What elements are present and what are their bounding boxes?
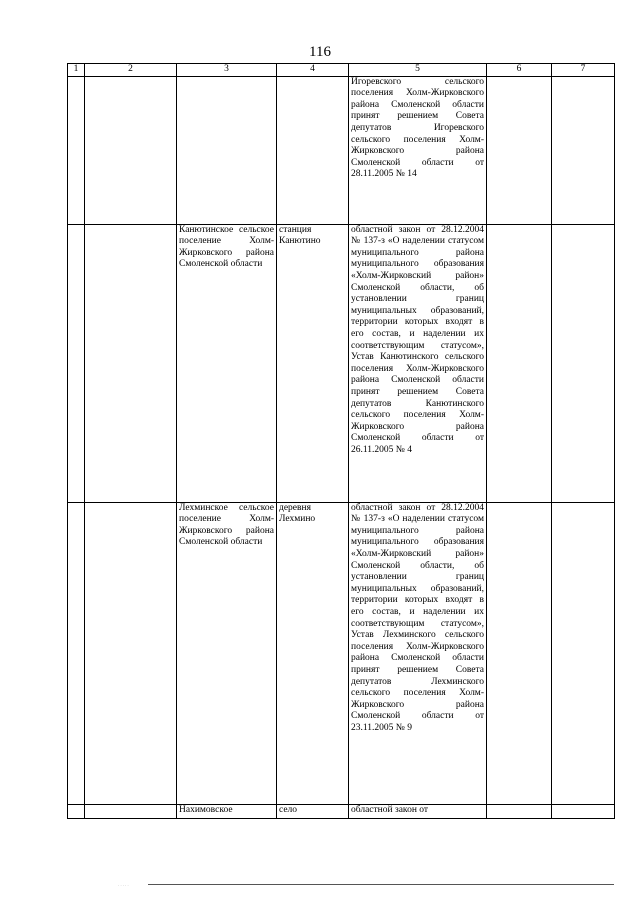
cell-settlement — [177, 76, 277, 224]
cell-legal-basis: Игоревского сельского поселения Холм-Жирковского района Смоленской области принят решением Совета депутатов Игоревского сельского поселения Холм-Жирковского района Смоленской области от 28.11.2005 № 14 — [349, 76, 487, 224]
table-row — [68, 502, 615, 804]
cell-number — [68, 804, 85, 818]
cell-col2 — [85, 76, 177, 224]
cell-number — [68, 76, 85, 224]
cell-col7 — [552, 224, 615, 502]
cell-number — [68, 224, 85, 502]
cell-col6 — [487, 224, 552, 502]
cell-col7 — [552, 502, 615, 804]
cell-col6 — [487, 76, 552, 224]
cell-col6 — [487, 804, 552, 818]
header-cell: 6 — [487, 64, 552, 77]
cell-col2 — [85, 804, 177, 818]
cell-col6 — [487, 502, 552, 804]
cell-legal-basis: областной закон от — [349, 804, 487, 818]
header-cell: 4 — [277, 64, 349, 77]
cell-settlement: Канютинское сельское поселение Холм-Жирковского района Смоленской области — [177, 224, 277, 502]
cell-col7 — [552, 804, 615, 818]
header-cell: 7 — [552, 64, 615, 77]
header-cell: 1 — [68, 64, 85, 77]
page-number: 116 — [309, 44, 331, 60]
header-cell: 3 — [177, 64, 277, 77]
cell-col7 — [552, 76, 615, 224]
cell-center: село — [277, 804, 349, 818]
cell-number — [68, 502, 85, 804]
cell-settlement: Нахимовское — [177, 804, 277, 818]
cell-col2 — [85, 502, 177, 804]
table-row — [68, 804, 615, 818]
cell-center — [277, 76, 349, 224]
cell-center: деревня Лехмино — [277, 502, 349, 804]
footer-rule — [148, 884, 614, 885]
cell-settlement: Лехминское сельское поселение Холм-Жирковского района Смоленской области — [177, 502, 277, 804]
table-row — [68, 224, 615, 502]
header-cell: 2 — [85, 64, 177, 77]
cell-legal-basis: областной закон от 28.12.2004 № 137-з «О наделении статусом муниципального района муниципального образования «Холм-Жирковский район» Смоленской области, об установлении границ муниципальных образований, территории которых входят в его состав, и наделении их соответствующим статусом», Устав Канютинского сельского поселения Холм-Жирковского района Смоленской области принят решением Совета депутатов Канютинского сельского поселения Холм-Жирковского района Смоленской области от 26.11.2005 № 4 — [349, 224, 487, 502]
cell-center: станция Канютино — [277, 224, 349, 502]
cell-col2 — [85, 224, 177, 502]
scan-mark: · · · · · — [118, 883, 129, 888]
cell-legal-basis: областной закон от 28.12.2004 № 137-з «О наделении статусом муниципального района муниципального образования «Холм-Жирковский район» Смоленской области, об установлении границ муниципальных образований, территории которых входят в его состав, и наделении их соответствующим статусом», Устав Лехминского сельского поселения Холм-Жирковского района Смоленской области принят решением Совета депутатов Лехминского сельского поселения Холм-Жирковского района Смоленской области от 23.11.2005 № 9 — [349, 502, 487, 804]
header-cell: 5 — [349, 64, 487, 77]
table-row — [68, 76, 615, 224]
settlements-table — [67, 63, 615, 819]
table-header-row — [68, 64, 615, 77]
